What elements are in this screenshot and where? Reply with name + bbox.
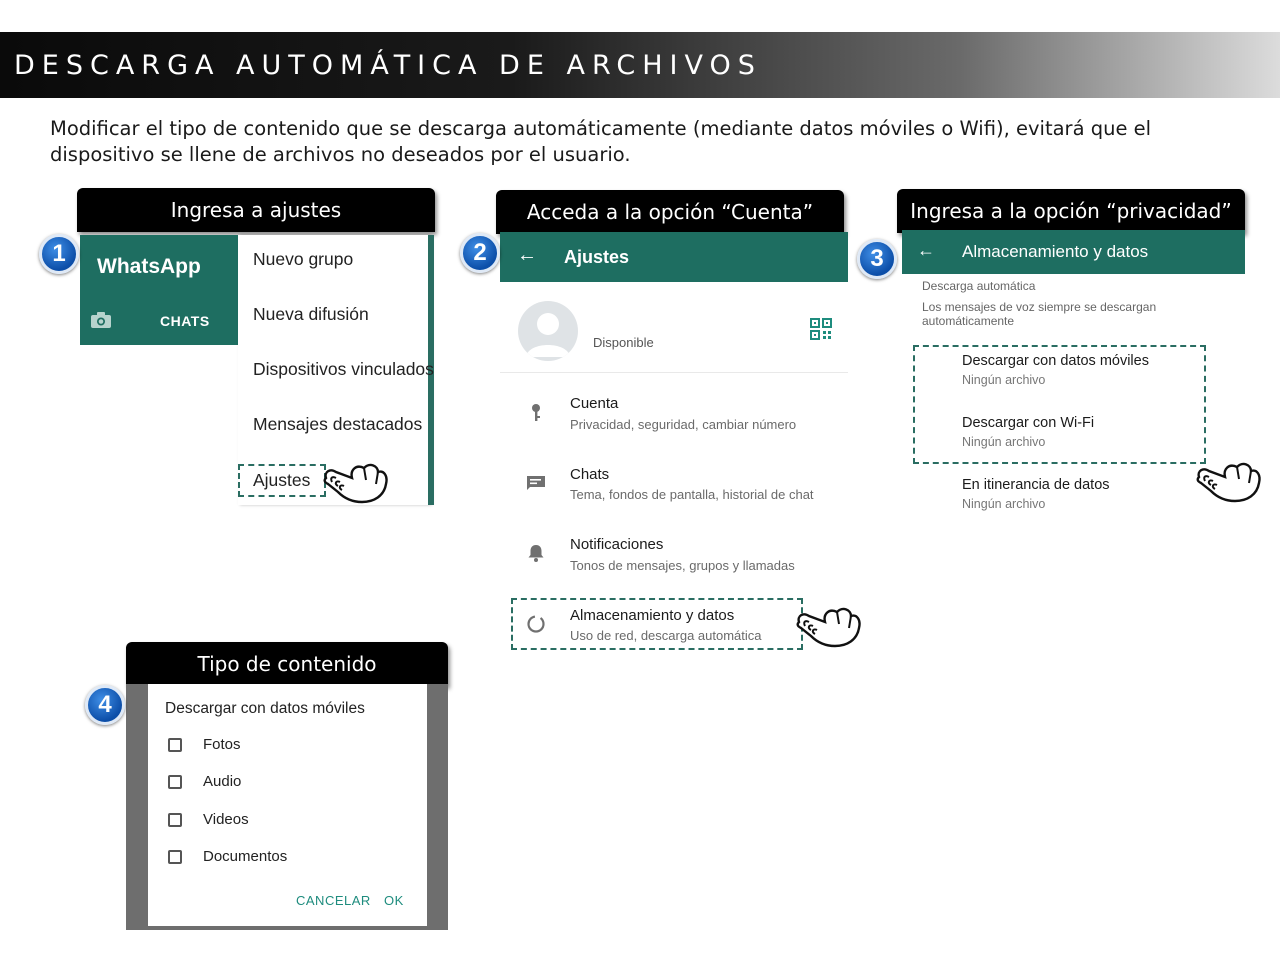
menu-item-nuevo-grupo[interactable]: Nuevo grupo (253, 249, 354, 269)
back-arrow-icon[interactable]: ← (917, 240, 935, 260)
highlight-almacenamiento (511, 598, 803, 650)
settings-item-chats-title[interactable]: Chats (570, 466, 610, 483)
download-mobile-data-value: Ningún archivo (962, 373, 1046, 387)
pointing-hand-icon (795, 600, 863, 650)
menu-item-dispositivos-vinculados[interactable]: Dispositivos vinculados (253, 359, 434, 379)
menu-item-mensajes-destacados[interactable]: Mensajes destacados (253, 414, 423, 434)
settings-appbar (500, 232, 848, 282)
storage-title: Almacenamiento y datos (962, 242, 1149, 261)
checkbox-documentos[interactable] (168, 850, 182, 864)
menu-item-nueva-difusion[interactable]: Nueva difusión (253, 304, 369, 324)
checkbox-fotos[interactable] (168, 738, 182, 752)
ok-button[interactable]: OK (384, 893, 404, 908)
chat-icon (526, 473, 546, 493)
dialog-title: Descargar con datos móviles (165, 700, 365, 717)
checkbox-audio[interactable] (168, 775, 182, 789)
step4-number: 4 (85, 685, 125, 725)
roaming-value: Ningún archivo (962, 497, 1046, 511)
settings-item-cuenta-title[interactable]: Cuenta (570, 395, 619, 412)
option-documentos-label: Documentos (203, 848, 288, 865)
step4-banner: Tipo de contenido (126, 642, 448, 686)
checkbox-videos[interactable] (168, 813, 182, 827)
settings-title: Ajustes (564, 247, 630, 267)
option-videos-label: Videos (203, 811, 249, 828)
option-audio-label: Audio (203, 773, 242, 790)
highlight-download-options (913, 345, 1206, 464)
download-mobile-data-title[interactable]: Descargar con datos móviles (962, 353, 1149, 369)
page-title: DESCARGA AUTOMÁTICA DE ARCHIVOS (14, 50, 762, 81)
camera-icon[interactable] (90, 311, 112, 329)
bell-icon (526, 543, 546, 563)
step1-number: 1 (39, 234, 79, 274)
back-arrow-icon[interactable]: ← (517, 244, 537, 266)
divider (500, 372, 848, 373)
voice-note: Los mensajes de voz siempre se descargan automáticamente (922, 300, 1157, 328)
step2-banner: Acceda a la opción “Cuenta” (496, 190, 844, 234)
pointing-hand-icon (1195, 455, 1263, 505)
option-fotos-label: Fotos (203, 736, 241, 753)
intro-text: Modificar el tipo de contenido que se descarga automáticamente (mediante datos móviles o Wifi), evitará que el dispositivo se llene de archivos no deseados por el usuario. (50, 117, 1152, 166)
highlight-ajustes (238, 464, 326, 497)
tab-chats-indicator (122, 340, 238, 344)
settings-item-almacenamiento-title[interactable]: Almacenamiento y datos (570, 607, 735, 624)
step1-banner: Ingresa a ajustes (77, 188, 435, 232)
settings-item-almacenamiento-subtitle: Uso de red, descarga automática (570, 628, 762, 643)
section-header: Descarga automática (922, 279, 1036, 293)
step3-number: 3 (857, 239, 897, 279)
pointing-hand-icon (322, 456, 390, 506)
tab-chats[interactable]: CHATS (160, 313, 210, 329)
menu-item-ajustes[interactable]: Ajustes (253, 470, 311, 490)
step2-number: 2 (460, 233, 500, 273)
settings-item-notificaciones-title[interactable]: Notificaciones (570, 536, 664, 553)
avatar-placeholder-icon (518, 301, 578, 361)
roaming-title[interactable]: En itinerancia de datos (962, 477, 1110, 493)
step3-banner: Ingresa a la opción “privacidad” (897, 189, 1245, 233)
settings-item-chats-subtitle: Tema, fondos de pantalla, historial de chat (570, 487, 814, 502)
profile-status: Disponible (593, 335, 654, 350)
download-wifi-value: Ningún archivo (962, 435, 1046, 449)
avatar[interactable] (518, 301, 578, 361)
qr-code-icon[interactable] (810, 318, 832, 340)
content-type-dialog (148, 684, 427, 926)
key-icon (526, 402, 546, 422)
download-wifi-title[interactable]: Descargar con Wi-Fi (962, 415, 1095, 431)
app-title: WhatsApp (97, 255, 201, 278)
settings-item-cuenta-subtitle: Privacidad, seguridad, cambiar número (570, 417, 797, 432)
cancel-button[interactable]: CANCELAR (296, 893, 371, 908)
settings-item-notificaciones-subtitle: Tonos de mensajes, grupos y llamadas (570, 558, 795, 573)
